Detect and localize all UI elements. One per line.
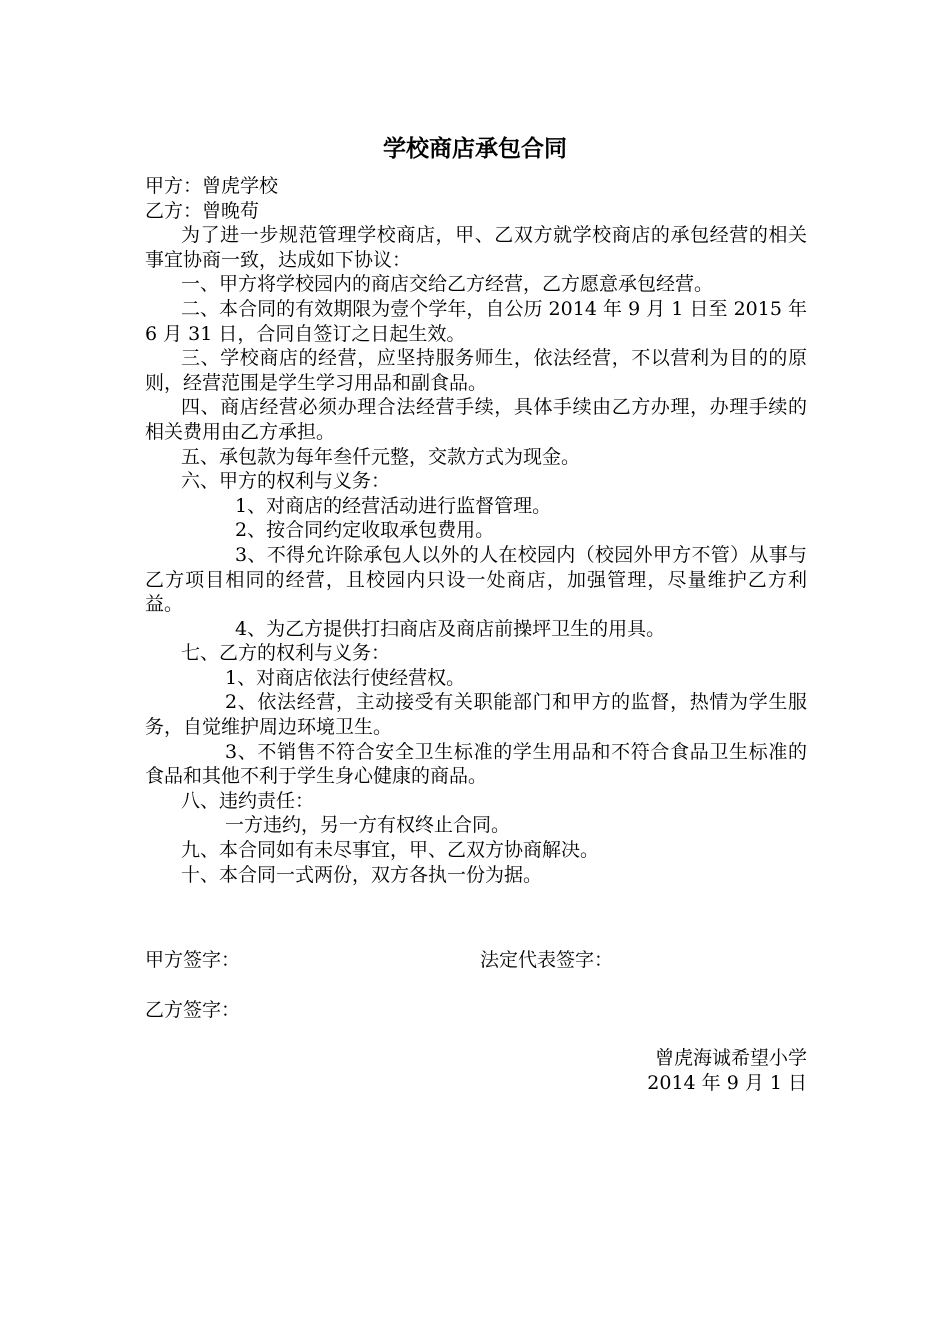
party-a-signature-label: 甲方签字： bbox=[145, 949, 241, 971]
document-date: 2014 年 9 月 1 日 bbox=[647, 1071, 807, 1094]
party-b-signature-label: 乙方签字： bbox=[145, 999, 241, 1021]
clause-2: 二、本合同的有效期限为壹个学年，自公历 2014 年 9 月 1 日至 2015 年 6 月 31 日，合同自签订之日起生效。 bbox=[145, 297, 807, 345]
legal-rep-signature-label: 法定代表签字： bbox=[480, 949, 614, 971]
party-a-line: 甲方：曾虎学校 bbox=[145, 175, 279, 197]
clause-6-heading: 六、甲方的权利与义务： bbox=[181, 470, 391, 493]
preamble-paragraph: 为了进一步规范管理学校商店，甲、乙双方就学校商店的承包经营的相关事宜协商一致，达成如下协议： bbox=[145, 224, 807, 271]
clause-3: 三、学校商店的经营，应坚持服务师生，依法经营，不以营利为目的的原则，经营范围是学生学习用品和副食品。 bbox=[145, 347, 807, 394]
clause-6-item-3: 3、不得允许除承包人以外的人在校园内（校园外甲方不管）从事与乙方项目相同的经营，且校园内只设一处商店，加强管理，尽量维护乙方利益。 bbox=[145, 543, 807, 616]
clause-9: 九、本合同如有未尽事宜，甲、乙双方协商解决。 bbox=[181, 839, 600, 862]
clause-1: 一、甲方将学校园内的商店交给乙方经营，乙方愿意承包经营。 bbox=[181, 273, 714, 296]
contract-body bbox=[145, 174, 807, 887]
clause-7-heading: 七、乙方的权利与义务： bbox=[181, 642, 391, 665]
clause-6-item-2: 2、按合同约定收取承包费用。 bbox=[235, 519, 495, 542]
clause-6-item-4: 4、为乙方提供打扫商店及商店前操坪卫生的用具。 bbox=[235, 617, 666, 640]
clause-7-item-1: 1、对商店依法行使经营权。 bbox=[225, 666, 466, 689]
clause-8-heading: 八、违约责任： bbox=[181, 789, 315, 812]
clause-6-item-1: 1、对商店的经营活动进行监督管理。 bbox=[235, 494, 552, 517]
clause-5: 五、承包款为每年叁仟元整，交款方式为现金。 bbox=[181, 445, 581, 468]
party-b-line: 乙方：曾晚苟 bbox=[145, 199, 260, 222]
document-title: 学校商店承包合同 bbox=[383, 136, 567, 162]
organization-name: 曾虎海诚希望小学 bbox=[654, 1047, 807, 1069]
clause-10: 十、本合同一式两份，双方各执一份为据。 bbox=[181, 863, 543, 886]
clause-7-item-3: 3、不销售不符合安全卫生标准的学生用品和不符合食品卫生标准的食品和其他不利于学生身心健康的商品。 bbox=[145, 740, 807, 788]
clause-7-item-2: 2、依法经营，主动接受有关职能部门和甲方的监督，热情为学生服务，自觉维护周边环境卫生。 bbox=[145, 691, 807, 739]
clause-8-text: 一方违约，另一方有权终止合同。 bbox=[225, 814, 511, 837]
document-footer bbox=[647, 1046, 807, 1095]
clause-4: 四、商店经营必须办理合法经营手续，具体手续由乙方办理，办理手续的相关费用由乙方承担。 bbox=[145, 396, 807, 443]
